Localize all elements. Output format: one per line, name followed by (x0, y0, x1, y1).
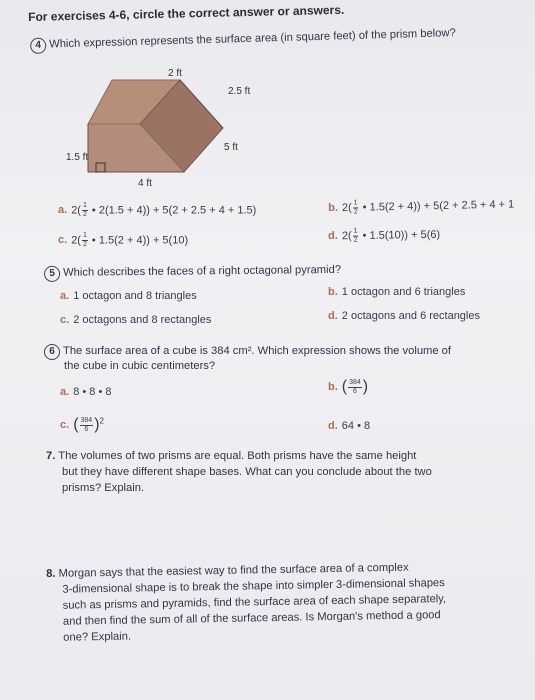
q4-option-d[interactable] (328, 226, 440, 245)
q5-option-a-letter: a. (60, 290, 70, 302)
q5-option-b[interactable] (328, 286, 465, 298)
question-8-line-3: such as prisms and pyramids, find the surface area of each shape separately, (62, 593, 447, 612)
q5-option-b-text: 1 octagon and 6 triangles (341, 286, 466, 298)
q4-option-a[interactable] (58, 202, 256, 219)
question-8-line-2: 3-dimensional shape is to break the shape into simpler 3-dimensional shapes (62, 577, 445, 596)
question-5 (44, 263, 341, 282)
question-7-number: 7. (46, 450, 56, 462)
q5-option-a-text: 1 octagon and 8 triangles (73, 290, 197, 302)
q4-option-a-pre: 2( (71, 204, 81, 217)
q4-option-a-fraction: $\frac{1}{2}$ (82, 202, 87, 218)
q6-option-b[interactable] (328, 378, 368, 396)
q4-option-b-fraction: $\frac{1}{2}$ (353, 199, 358, 216)
question-4 (30, 26, 456, 54)
q6-option-a-letter: a. (60, 386, 70, 398)
q6-option-c-exponent: 2 (99, 416, 104, 426)
q4-option-c-post: • 1.5(2 + 4)) + 5(10) (88, 234, 189, 247)
label-right-top: 2.5 ft (228, 86, 251, 97)
question-4-text: Which expression represents the surface area (in square feet) of the prism below? (49, 27, 456, 51)
q6-option-b-rparen: ) (362, 378, 369, 395)
q5-option-d-text: 2 octagons and 6 rectangles (341, 310, 480, 322)
q6-option-c-rparen: ) (94, 416, 100, 433)
question-6-line2: the cube in cubic centimeters? (64, 360, 216, 372)
question-6-circle: 6 (44, 344, 60, 360)
exercise-heading: For exercises 4-6, circle the correct answer or answers. (28, 2, 345, 24)
question-7-line-2: but they have different shape bases. What can you conclude about the two (62, 466, 432, 478)
q5-option-c[interactable] (60, 314, 211, 326)
q4-option-c-letter: c. (58, 234, 68, 247)
question-8-number: 8. (46, 567, 56, 580)
question-5-circle: 5 (44, 266, 60, 282)
q4-option-b-post: • 1.5(2 + 4)) + 5(2 + 2.5 + 4 + 1 (359, 198, 515, 214)
q4-option-c[interactable] (58, 232, 188, 249)
q4-option-d-letter: d. (328, 230, 338, 243)
q4-option-a-post: • 2(1.5 + 4)) + 5(2 + 2.5 + 4 + 1.5) (88, 204, 257, 217)
q4-option-d-fraction: $\frac{1}{2}$ (353, 227, 358, 244)
q4-option-b-letter: b. (328, 202, 339, 215)
question-4-circle: 4 (30, 38, 46, 54)
q4-option-b[interactable] (328, 196, 514, 217)
q5-option-a[interactable] (60, 290, 197, 302)
question-8 (46, 559, 447, 646)
question-7-line-1: The volumes of two prisms are equal. Both prisms have the same height (58, 450, 417, 462)
q6-option-b-letter: b. (328, 380, 338, 393)
q6-option-a[interactable] (60, 386, 111, 398)
question-8-line-5: one? Explain. (63, 630, 132, 644)
q6-option-d-letter: d. (328, 420, 338, 432)
q6-option-c[interactable] (60, 416, 104, 434)
q6-option-a-text: 8 • 8 • 8 (73, 386, 112, 398)
label-left: 1.5 ft (66, 152, 89, 163)
q4-option-c-pre: 2( (71, 234, 81, 247)
q5-option-c-letter: c. (60, 314, 70, 326)
q6-option-c-lparen: ( (73, 416, 79, 433)
question-6-text-line1: The surface area of a cube is 384 cm². Which expression shows the volume of (63, 345, 452, 357)
q4-option-c-fraction: $\frac{1}{2}$ (82, 232, 87, 248)
q4-option-b-pre: 2( (341, 201, 352, 215)
q6-option-d-text: 64 • 8 (341, 420, 371, 432)
label-right-edge: 5 ft (224, 142, 238, 153)
question-8-line-4: and then find the sum of all of the surface areas. Is Morgan's method a good (62, 609, 441, 628)
q5-option-d[interactable] (328, 310, 480, 322)
q4-option-a-letter: a. (58, 204, 68, 217)
q6-option-c-fraction: $\frac{384}{6}$ (80, 416, 93, 433)
label-bottom: 4 ft (138, 178, 152, 189)
question-6 (44, 344, 451, 360)
q4-option-d-pre: 2( (341, 230, 352, 243)
q6-option-c-letter: c. (60, 418, 70, 431)
q5-option-d-letter: d. (328, 310, 338, 322)
q6-option-d[interactable] (328, 420, 370, 432)
question-7-answer-space[interactable] (60, 500, 500, 556)
question-7-line-3: prisms? Explain. (62, 482, 145, 494)
q4-option-d-post: • 1.5(10)) + 5(6) (359, 228, 441, 242)
q6-option-b-lparen: ( (341, 378, 348, 395)
question-7 (46, 448, 432, 496)
label-top: 2 ft (168, 68, 182, 79)
q5-option-c-text: 2 octagons and 8 rectangles (73, 314, 212, 326)
question-5-text: Which describes the faces of a right octagonal pyramid? (63, 263, 342, 279)
q6-option-b-fraction: $\frac{384}{6}$ (349, 378, 361, 395)
question-8-line-1: Morgan says that the easiest way to find the surface area of a complex (58, 561, 409, 580)
prism-diagram (60, 62, 290, 192)
q5-option-b-letter: b. (328, 286, 338, 298)
